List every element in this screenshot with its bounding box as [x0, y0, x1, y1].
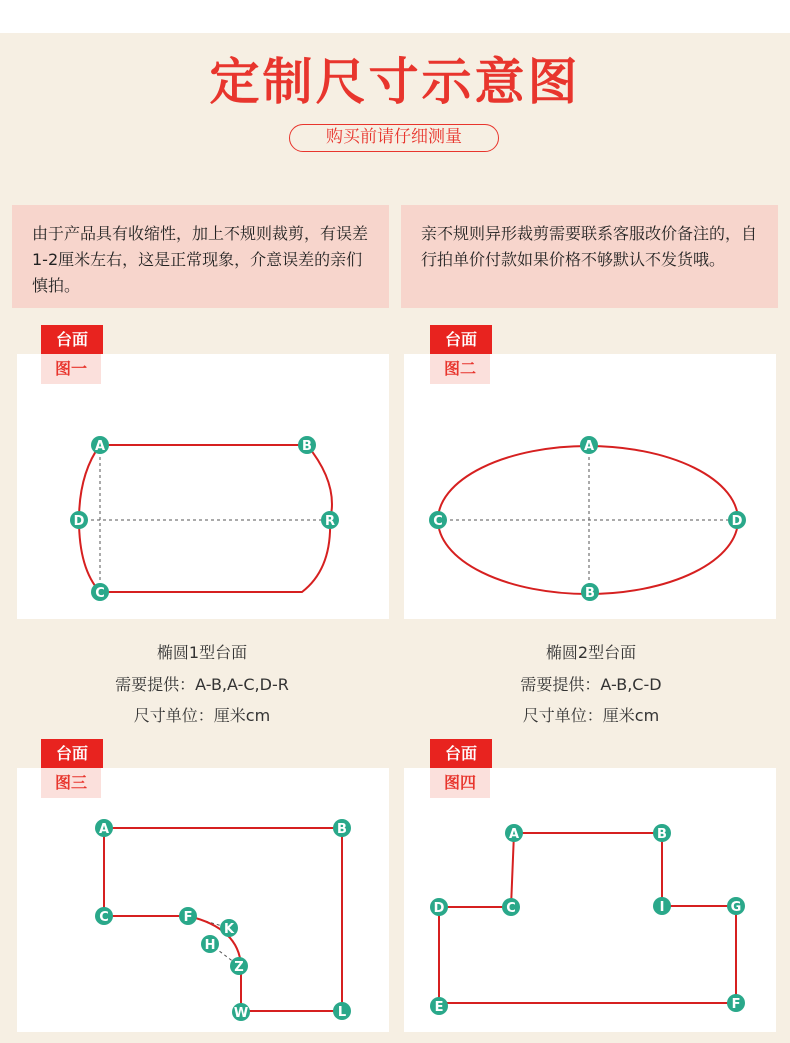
diagram-t-shape [404, 768, 776, 1032]
point-label: G [730, 900, 742, 915]
point-label: C [433, 514, 443, 529]
diagram-card-4 [404, 768, 776, 1032]
point-d [728, 511, 746, 529]
table-outline [439, 833, 736, 1003]
caption-required-1: 需要提供：A-B,A-C,D-R [115, 675, 289, 694]
point-label: C [99, 910, 109, 925]
point-label: D [73, 514, 85, 529]
point-k [220, 919, 238, 937]
point-c [502, 898, 520, 916]
page-subtitle: 购买前请仔细测量 [289, 124, 499, 152]
point-label: D [731, 514, 743, 529]
point-b [653, 824, 671, 842]
point-label: A [583, 439, 595, 454]
diagram-card-1 [17, 354, 389, 619]
point-c [429, 511, 447, 529]
point-label: B [337, 822, 347, 837]
point-b [581, 583, 599, 601]
point-b [333, 819, 351, 837]
point-a [91, 436, 109, 454]
caption-unit-2: 尺寸单位：厘米cm [522, 706, 660, 725]
point-label: W [233, 1006, 249, 1021]
point-l [333, 1002, 351, 1020]
point-label: H [204, 938, 216, 953]
point-label: Z [234, 960, 244, 975]
tag-panel-3: 台面 [41, 739, 103, 768]
point-e [430, 997, 448, 1015]
caption-required-2: 需要提供：A-B,C-D [520, 675, 662, 694]
caption-name-1: 椭圆1型台面 [156, 643, 248, 662]
point-label: B [585, 586, 595, 601]
table-outline [104, 828, 342, 1011]
figure-label-4: 图四 [430, 768, 490, 798]
point-z [230, 957, 248, 975]
figure-label-1: 图一 [41, 354, 101, 384]
point-label: B [302, 439, 312, 454]
table-outline [79, 445, 332, 592]
point-a [505, 824, 523, 842]
point-label: L [337, 1005, 347, 1020]
point-label: D [433, 901, 445, 916]
point-g [727, 897, 745, 915]
point-label: R [324, 514, 336, 529]
point-h [201, 935, 219, 953]
diagram-l-shape [17, 768, 389, 1032]
point-label: B [657, 827, 667, 842]
point-label: I [659, 900, 665, 915]
point-label: A [98, 822, 110, 837]
page-title: 定制尺寸示意图 [209, 53, 581, 111]
point-b [298, 436, 316, 454]
caption-name-2: 椭圆2型台面 [545, 643, 637, 662]
point-label: E [434, 1000, 444, 1015]
point-label: K [223, 922, 235, 937]
point-r [321, 511, 339, 529]
figure-label-2: 图二 [430, 354, 490, 384]
point-d [70, 511, 88, 529]
point-label: A [94, 439, 106, 454]
point-label: A [508, 827, 520, 842]
point-label: C [95, 586, 105, 601]
point-i [653, 897, 671, 915]
tag-panel-2: 台面 [430, 325, 492, 354]
diagram-card-3 [17, 768, 389, 1032]
note-left: 由于产品具有收缩性，加上不规则裁剪，有误差1-2厘米左右，这是正常现象，介意误差的亲们慎拍。 [12, 205, 389, 308]
point-w [232, 1003, 250, 1021]
diagram-ellipse-1 [17, 354, 389, 619]
point-d [430, 898, 448, 916]
point-label: F [183, 910, 193, 925]
point-a [95, 819, 113, 837]
point-f [179, 907, 197, 925]
tag-panel-1: 台面 [41, 325, 103, 354]
point-f [727, 994, 745, 1012]
point-label: F [731, 997, 741, 1012]
point-c [95, 907, 113, 925]
note-right: 亲不规则异形裁剪需要联系客服改价备注的，自行拍单价付款如果价格不够默认不发货哦。 [401, 205, 778, 308]
point-c [91, 583, 109, 601]
point-a [580, 436, 598, 454]
tag-panel-4: 台面 [430, 739, 492, 768]
diagram-card-2 [404, 354, 776, 619]
caption-unit-1: 尺寸单位：厘米cm [133, 706, 271, 725]
point-label: C [506, 901, 516, 916]
figure-label-3: 图三 [41, 768, 101, 798]
diagram-ellipse-2 [404, 354, 776, 619]
